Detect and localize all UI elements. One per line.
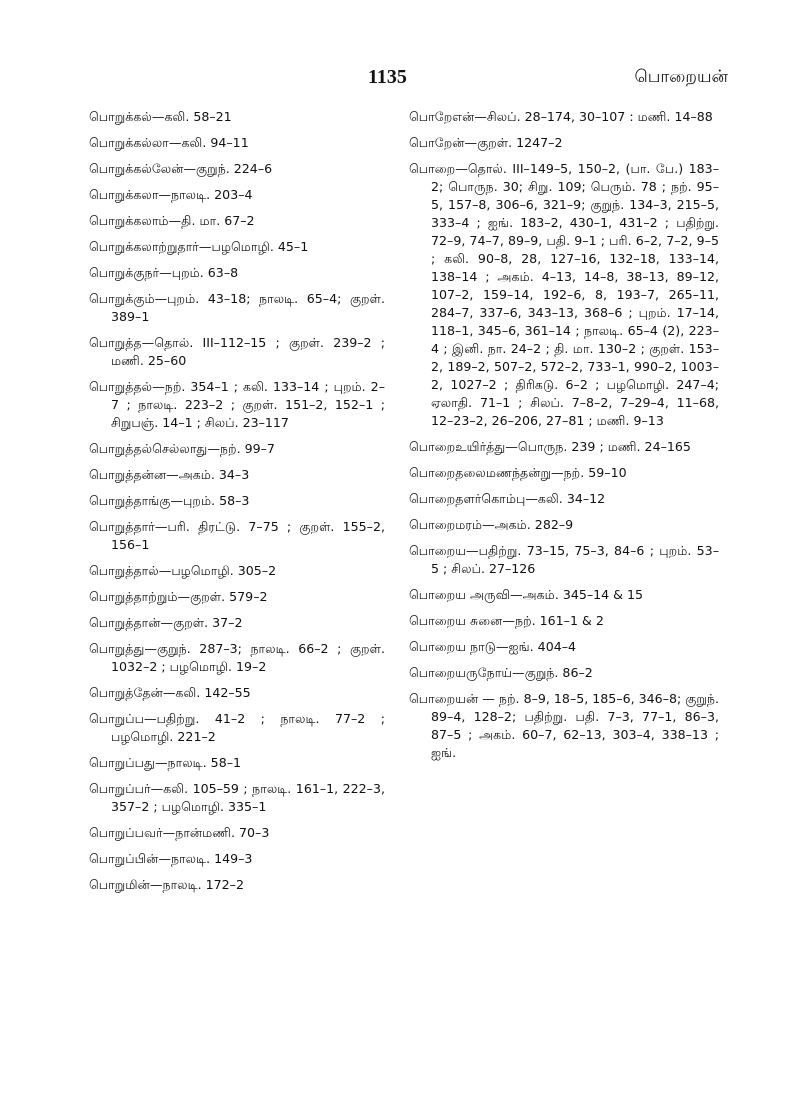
index-entry: பொறேன்—குறள். 1247–2 — [409, 135, 563, 150]
index-entry: பொறுத்தல்செல்லாது—நற். 99–7 — [89, 441, 275, 456]
index-entry: பொறுப்பர்—கலி. 105–59 ; நாலடி. 161–1, 222–3, 357–2 ; பழமொழி. 335–1 — [89, 781, 385, 814]
index-entry: பொறைமரம்—அகம். 282–9 — [409, 517, 574, 532]
page-number: 1135 — [368, 66, 407, 88]
index-entry: பொறையன் — நற். 8–9, 18–5, 185–6, 346–8; குறுந். 89–4, 128–2; பதிற்று. பதி. 7–3, 77–1, 86–3, 87–5 ; அகம். 60–7, 62–13, 303–4, 338–13 ; ஐங். — [409, 691, 719, 760]
index-entry: பொறையருநோய்—குறுந். 86–2 — [409, 665, 593, 680]
index-entry: பொறுமின்—நாலடி. 172–2 — [89, 877, 244, 892]
index-entry: பொறுப்பின்—நாலடி. 149–3 — [89, 851, 253, 866]
index-entry: பொறுத்தாங்கு—புறம். 58–3 — [89, 493, 250, 508]
index-entry: பொறுத்து—குறுந். 287–3; நாலடி. 66–2 ; குறள். 1032–2 ; பழமொழி. 19–2 — [89, 641, 385, 674]
index-entry: பொறைய சுனை—நற். 161–1 & 2 — [409, 613, 604, 628]
index-entry: பொறைய—பதிற்று. 73–15, 75–3, 84–6 ; புறம். 53–5 ; சிலப். 27–126 — [409, 543, 719, 576]
index-entry: பொறைய அருவி—அகம். 345–14 & 15 — [409, 587, 644, 602]
index-entry: பொறுக்கலாம்—தி. மா. 67–2 — [89, 213, 255, 228]
index-entry: பொறுக்கல்—கலி. 58–21 — [89, 109, 232, 124]
index-entry: பொறுத்தாற்றும்—குறள். 579–2 — [89, 589, 268, 604]
index-entry: பொறுத்தன்ன—அகம். 34–3 — [89, 467, 250, 482]
running-head: பொறையன் — [634, 67, 728, 87]
index-entry: பொறுக்குநர்—புறம். 63–8 — [89, 265, 239, 280]
index-entry: பொறுக்கல்லா—கலி. 94–11 — [89, 135, 249, 150]
index-entry: பொறைய நாடு—ஐங். 404–4 — [409, 639, 577, 654]
index-entry: பொறை—தொல். III–149–5, 150–2, (பா. பே.) 183–2; பொருந. 30; சிறு. 109; பெரும். 78 ; நற். 95–5, 157–8, 306–6, 321–9; குறுந். 134–3, 215–5, 333–4 ; ஐங். 183–2, 430–1, 431–2 ; பதிற்று. 72–9, 74–7, 89–9, பதி. 9–1 ; பரி. 6–2, 7–2, 9–5 ; கலி. 90–8, 28, 127–16, 132–18, 133–14, 138–14 ; அகம். 4–13, 14–8, 38–13, 89–12, 107–2, 159–14, 192–6, 8, 193–7, 265–11, 284–7, 337–6, 343–13, 368–6 ; புறம். 17–14, 118–1, 345–6, 361–14 ; நாலடி. 65–4 (2), 223–4 ; இனி. நா. 24–2 ; தி. மா. 130–2 ; குறள். 153–2, 189–2, 507–2, 572–2, 733–1, 990–2, 1003–2, 1027–2 ; திரிகடு. 6–2 ; பழமொழி. 247–4; ஏலாதி. 71–1 ; சிலப். 7–8–2, 7–29–4, 11–68, 12–23–2, 26–206, 27–81 ; மணி. 9–13 — [409, 161, 719, 428]
left-column — [89, 108, 385, 902]
index-entry: பொறுத்த—தொல். III–112–15 ; குறள். 239–2 ; மணி. 25–60 — [89, 335, 385, 368]
index-entry: பொறைஉயிர்த்து—பொருந. 239 ; மணி. 24–165 — [409, 439, 691, 454]
index-entry: பொறுத்தால்—பழமொழி. 305–2 — [89, 563, 277, 578]
index-entry: பொறுப்பவர்—நான்மணி. 70–3 — [89, 825, 270, 840]
index-entry: பொறுக்கும்—புறம். 43–18; நாலடி. 65–4; குறள். 389–1 — [89, 291, 385, 324]
index-entry: பொறைதளர்கொம்பு—கலி. 34–12 — [409, 491, 606, 506]
index-entry: பொறுத்தார்—பரி. திரட்டு. 7–75 ; குறள். 155–2, 156–1 — [89, 519, 385, 552]
index-entry: பொறுக்கல்லேன்—குறுந். 224–6 — [89, 161, 273, 176]
index-entry: பொறுக்கலா—நாலடி. 203–4 — [89, 187, 253, 202]
index-entry: பொறுப்ப—பதிற்று. 41–2 ; நாலடி. 77–2 ; பழமொழி. 221–2 — [89, 711, 385, 744]
page-header — [0, 66, 800, 96]
index-entry: பொறுத்தேன்—கலி. 142–55 — [89, 685, 251, 700]
index-entry: பொறைதலைமணந்தன்று—நற். 59–10 — [409, 465, 627, 480]
index-entry: பொறுத்தான்—குறள். 37–2 — [89, 615, 243, 630]
index-entry: பொறுத்தல்—நற். 354–1 ; கலி. 133–14 ; புறம். 2–7 ; நாலடி. 223–2 ; குறள். 151–2, 152–1 ; சிறுபஞ். 14–1 ; சிலப். 23–117 — [89, 379, 385, 430]
index-entry: பொறுக்கலாற்றுதார்—பழமொழி. 45–1 — [89, 239, 309, 254]
index-entry: பொறுப்பது—நாலடி. 58–1 — [89, 755, 242, 770]
right-column — [409, 108, 719, 770]
index-entry: பொறேஎன்—சிலப். 28–174, 30–107 : மணி. 14–88 — [409, 109, 713, 124]
